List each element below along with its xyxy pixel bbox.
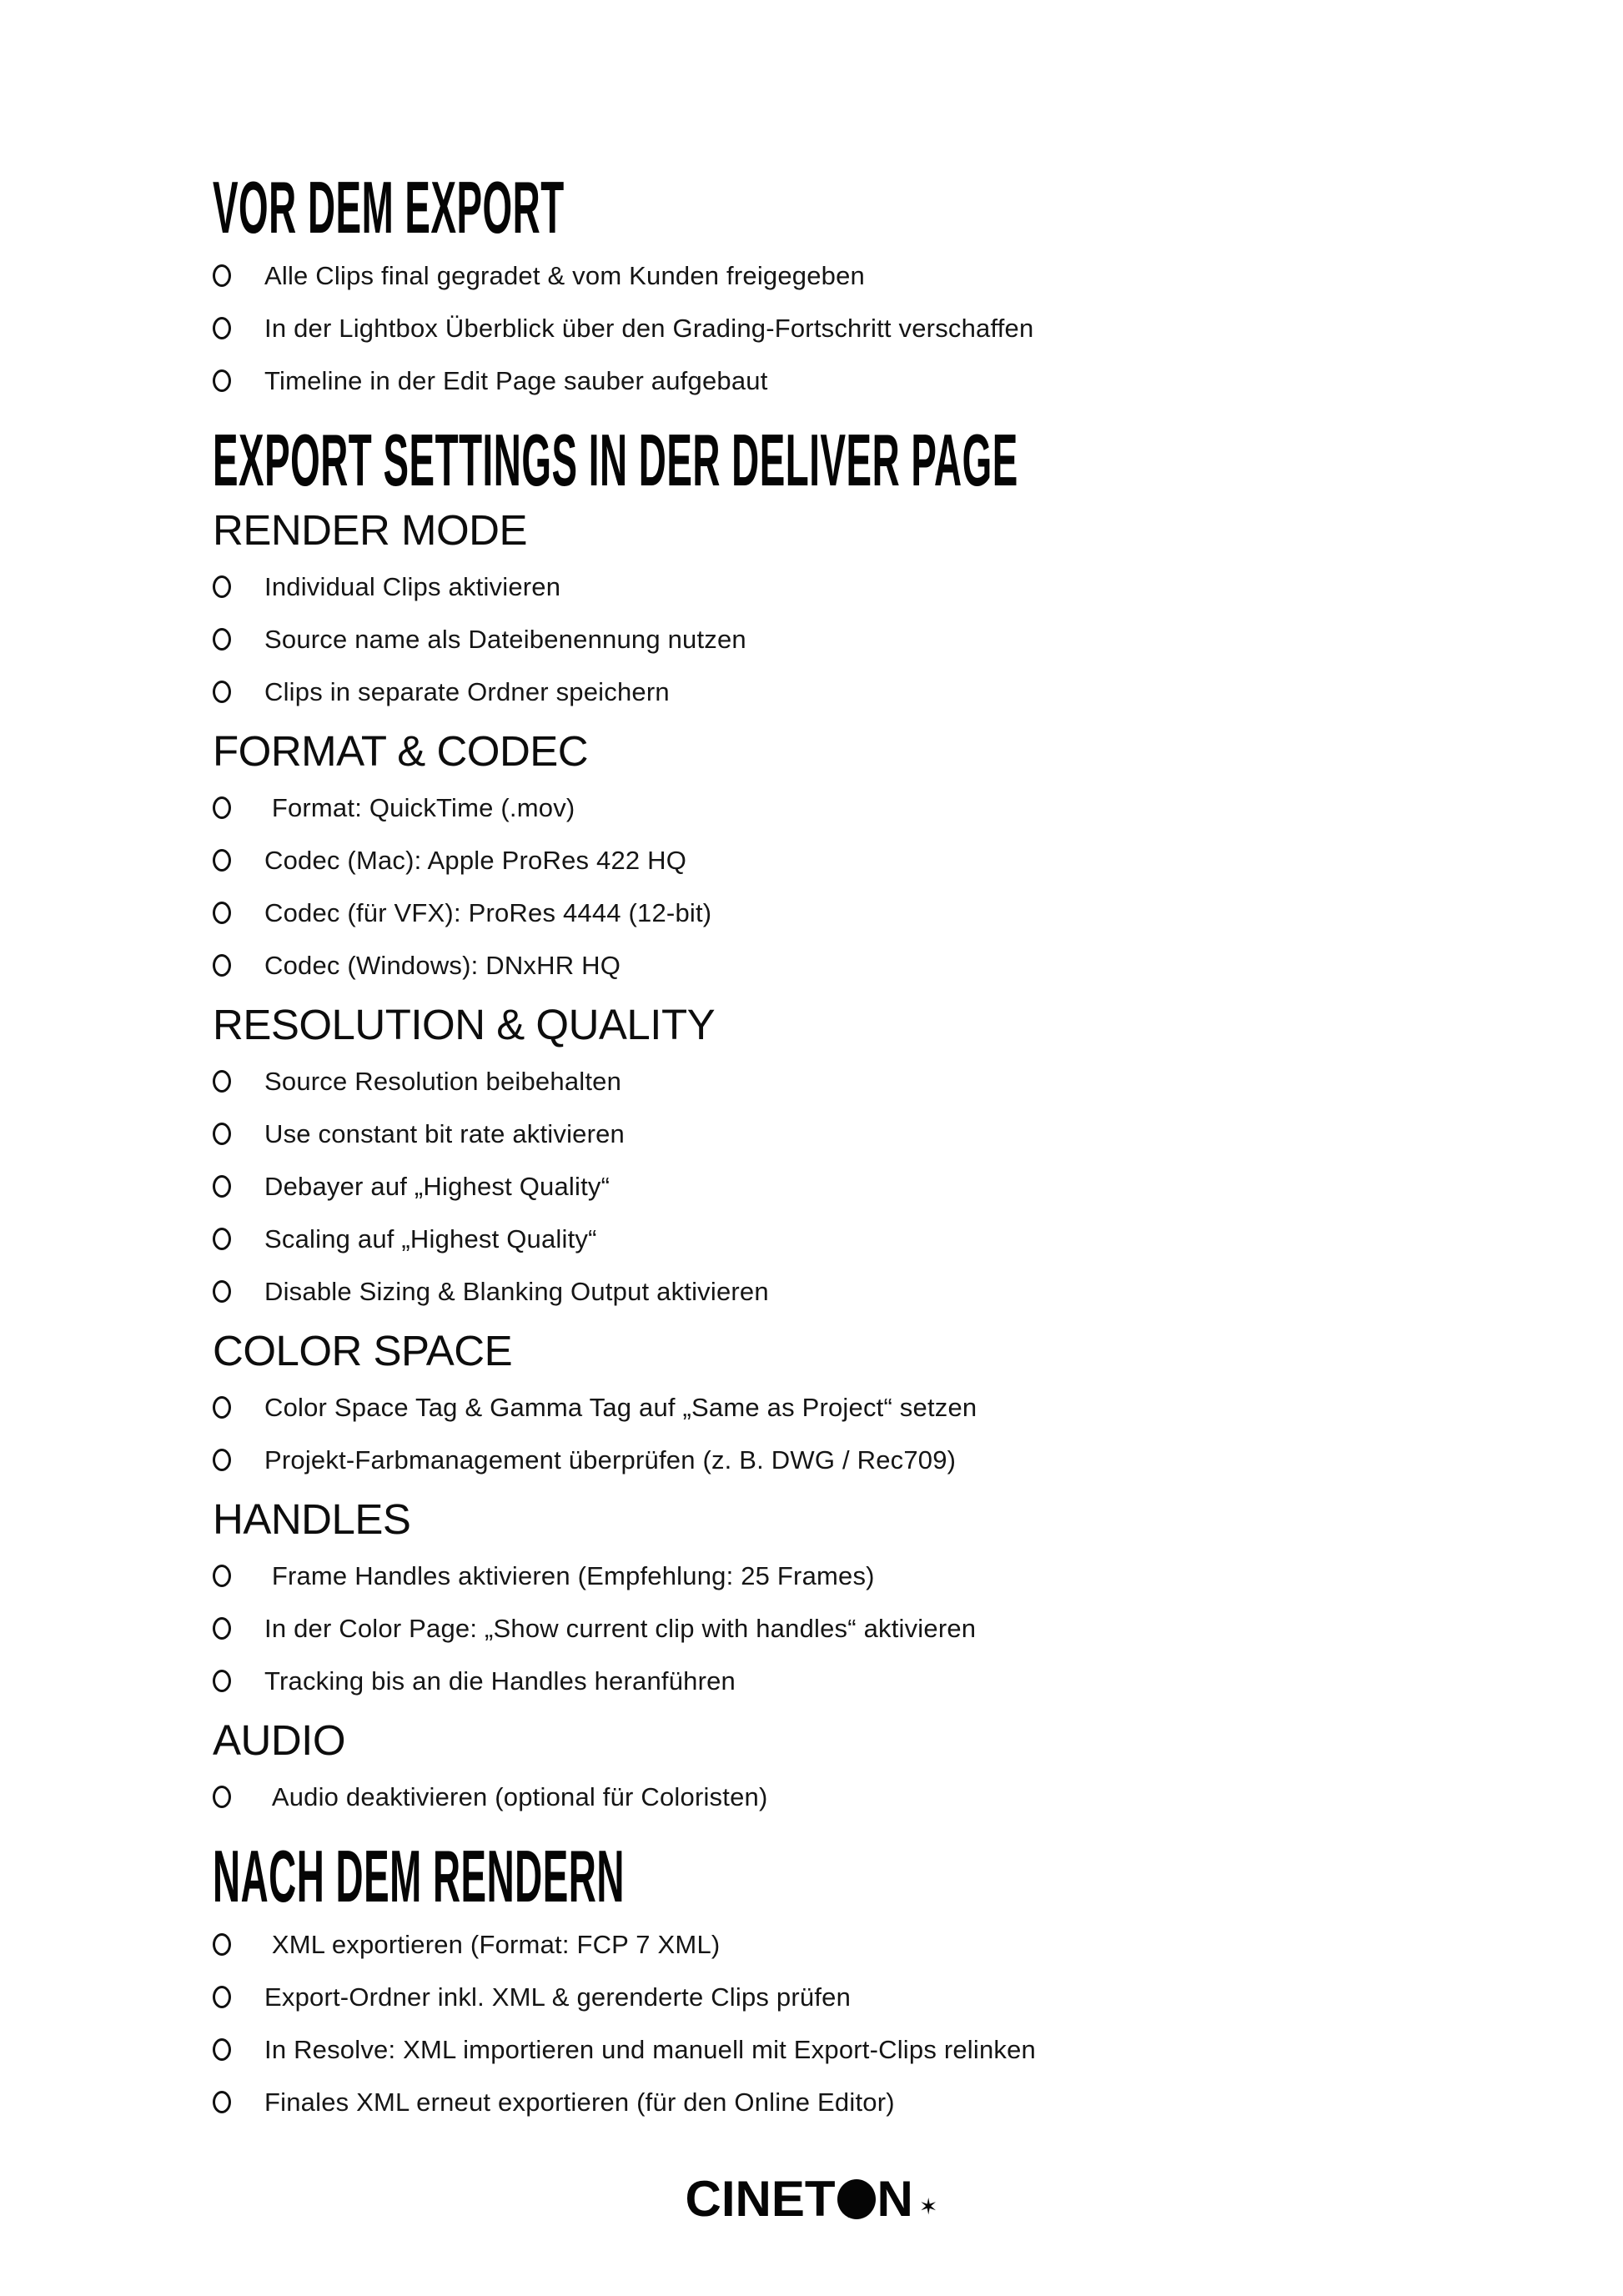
checklist-item-text: Format: QuickTime (.mov)	[264, 792, 575, 822]
checklist-item	[213, 1055, 1623, 1108]
checkbox-circle-icon	[213, 2038, 231, 2061]
checklist-item-text: In der Lightbox Überblick über den Grading-Fortschritt verschaffen	[264, 313, 1034, 343]
checkbox-circle-icon	[213, 628, 231, 651]
checkbox-circle-icon	[213, 369, 231, 392]
checklist-item	[213, 1655, 1623, 1707]
checklist-render-mode	[213, 560, 1623, 718]
checklist-item-text: Clips in separate Ordner speichern	[264, 676, 670, 706]
checklist-item-text: Alle Clips final gegradet & vom Kunden freigegeben	[264, 260, 866, 290]
checklist-item-text: Codec (Mac): Apple ProRes 422 HQ	[264, 845, 687, 875]
checkbox-circle-icon	[213, 849, 231, 872]
checkbox-circle-icon	[213, 1070, 231, 1093]
checkbox-circle-icon	[213, 1670, 231, 1692]
checkbox-circle-icon	[213, 575, 231, 598]
checkbox-circle-icon	[213, 1933, 231, 1956]
checkbox-circle-icon	[213, 1396, 231, 1419]
checklist-nach-dem-rendern	[213, 1918, 1623, 2128]
section-heading-nach-dem-rendern: NACH DEM RENDERN	[213, 1835, 625, 1917]
checklist-item	[213, 939, 1623, 992]
checklist-item	[213, 1108, 1623, 1160]
checklist-item-text: Codec (Windows): DNxHR HQ	[264, 950, 621, 980]
checklist-item	[213, 560, 1623, 613]
checklist-item-text: Use constant bit rate aktivieren	[264, 1118, 625, 1148]
checklist-format-codec	[213, 781, 1623, 992]
checklist-item-text: Source Resolution beibehalten	[264, 1066, 622, 1096]
checkbox-circle-icon	[213, 264, 231, 287]
checklist-item-text: Scaling auf „Highest Quality“	[264, 1223, 597, 1254]
checklist-item-text: Color Space Tag & Gamma Tag auf „Same as Project“ setzen	[264, 1392, 977, 1422]
subsection-heading-render-mode: RENDER MODE	[213, 506, 528, 554]
checklist-item	[213, 1434, 1623, 1486]
checklist-item	[213, 1160, 1623, 1213]
checkbox-circle-icon	[213, 1565, 231, 1587]
checklist-item-text: Individual Clips aktivieren	[264, 571, 561, 601]
checklist-item	[213, 666, 1623, 718]
checkbox-circle-icon	[213, 1123, 231, 1145]
checkbox-circle-icon	[213, 1986, 231, 2008]
checkbox-circle-icon	[213, 954, 231, 977]
checkbox-circle-icon	[213, 902, 231, 924]
checklist-item-text: Source name als Dateibenennung nutzen	[264, 624, 746, 654]
checklist-item	[213, 2076, 1623, 2128]
checkbox-circle-icon	[213, 681, 231, 703]
checklist-item-text: Finales XML erneut exportieren (für den Online Editor)	[264, 2087, 895, 2117]
checkbox-circle-icon	[213, 2091, 231, 2113]
checklist-vor-dem-export	[213, 249, 1623, 407]
checklist-item	[213, 613, 1623, 666]
logo-text-right: N	[877, 2171, 913, 2227]
checkbox-circle-icon	[213, 796, 231, 819]
checklist-color-space	[213, 1381, 1623, 1486]
checklist-item	[213, 1550, 1623, 1602]
logo-text-left: CINET	[685, 2171, 836, 2227]
checklist-item	[213, 354, 1623, 407]
checklist-item	[213, 2023, 1623, 2076]
checklist-handles	[213, 1550, 1623, 1707]
checkbox-circle-icon	[213, 1617, 231, 1640]
checklist-item-text: Projekt-Farbmanagement überprüfen (z. B. DWG / Rec709)	[264, 1444, 957, 1475]
checklist-item	[213, 1971, 1623, 2023]
checklist-item-text: Debayer auf „Highest Quality“	[264, 1171, 611, 1201]
checklist-resolution-quality	[213, 1055, 1623, 1318]
subsection-heading-resolution-quality: RESOLUTION & QUALITY	[213, 1001, 716, 1048]
checklist-item-text: Disable Sizing & Blanking Output aktivieren	[264, 1276, 769, 1306]
checklist-item	[213, 302, 1623, 354]
checklist-item	[213, 1771, 1623, 1823]
checklist-item-text: XML exportieren (Format: FCP 7 XML)	[264, 1929, 721, 1959]
checkbox-circle-icon	[213, 1280, 231, 1303]
checkbox-circle-icon	[213, 1175, 231, 1198]
checkbox-circle-icon	[213, 1449, 231, 1471]
checklist-item	[213, 781, 1623, 834]
checkbox-circle-icon	[213, 317, 231, 339]
subsection-heading-handles: HANDLES	[213, 1495, 411, 1543]
checklist-item-text: Codec (für VFX): ProRes 4444 (12-bit)	[264, 897, 712, 927]
subsection-heading-color-space: COLOR SPACE	[213, 1327, 513, 1374]
checklist-item-text: Frame Handles aktivieren (Empfehlung: 25 Frames)	[264, 1560, 875, 1590]
checklist-item	[213, 1265, 1623, 1318]
checklist-item	[213, 1918, 1623, 1971]
logo-star-icon: ✶	[918, 2194, 938, 2219]
checkbox-circle-icon	[213, 1228, 231, 1250]
checklist-item	[213, 1381, 1623, 1434]
subsection-heading-audio: AUDIO	[213, 1716, 346, 1764]
checkbox-circle-icon	[213, 1786, 231, 1808]
section-heading-vor-dem-export: VOR DEM EXPORT	[213, 166, 565, 249]
checklist-item-text: In der Color Page: „Show current clip with handles“ aktivieren	[264, 1613, 977, 1643]
checklist-item-text: Export-Ordner inkl. XML & gerenderte Clips prüfen	[264, 1982, 852, 2012]
checklist-item	[213, 249, 1623, 302]
checklist-item	[213, 1602, 1623, 1655]
section-heading-export-settings: EXPORT SETTINGS IN DER DELIVER PAGE	[213, 419, 1018, 501]
checklist-item-text: Timeline in der Edit Page sauber aufgebaut	[264, 365, 768, 395]
cineton-logo	[685, 2171, 938, 2227]
checklist-item	[213, 1213, 1623, 1265]
checklist-item	[213, 834, 1623, 887]
subsection-heading-format-codec: FORMAT & CODEC	[213, 727, 589, 775]
logo-solid-o-icon	[837, 2179, 876, 2219]
checklist-item	[213, 887, 1623, 939]
checklist-item-text: Tracking bis an die Handles heranführen	[264, 1665, 736, 1696]
checklist-item-text: In Resolve: XML importieren und manuell mit Export-Clips relinken	[264, 2034, 1037, 2064]
checklist-audio	[213, 1771, 1623, 1823]
checklist-item-text: Audio deaktivieren (optional für Coloristen)	[264, 1781, 768, 1811]
footer	[0, 2171, 1623, 2227]
